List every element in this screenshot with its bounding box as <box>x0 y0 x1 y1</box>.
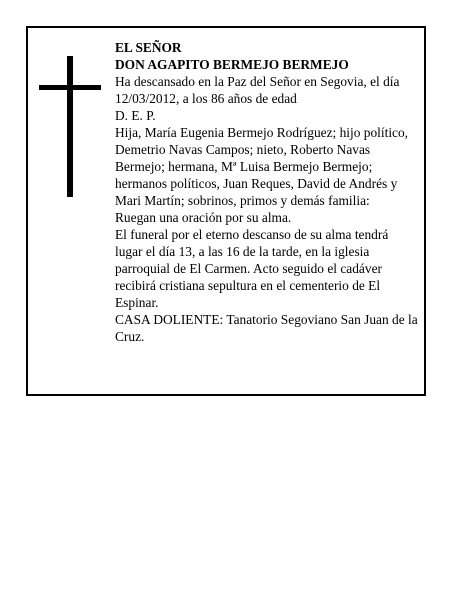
rest-statement: Ha descansado en la Paz del Señor en Segovia, el día 12/03/2012, a los 86 años de edad <box>115 74 400 106</box>
deceased-name: DON AGAPITO BERMEJO BERMEJO <box>115 57 349 72</box>
funeral-details: El funeral por el eterno descanso de su alma tendrá lugar el día 13, a las 16 de la tarde, en la iglesia parroquial de El Carmen. Acto seguido el cadáver recibirá cristiana sepultura en el cementerio de El Espinar. <box>115 227 389 310</box>
cross-horizontal-bar <box>39 85 101 90</box>
notice-title-line1: EL SEÑOR <box>115 40 182 55</box>
notice-body <box>115 39 418 345</box>
casa-doliente: CASA DOLIENTE: Tanatorio Segoviano San Juan de la Cruz. <box>115 312 418 344</box>
prayer-request: Ruegan una oración por su alma. <box>115 210 292 225</box>
dep-text: D. E. P. <box>115 108 156 123</box>
cross-vertical-bar <box>67 56 73 197</box>
family-list: Hija, María Eugenia Bermejo Rodríguez; hijo político, Demetrio Navas Campos; nieto, Roberto Navas Bermejo; hermana, Mª Luisa Bermejo Bermejo; hermanos políticos, Juan Reques, David de Andrés y Mari Martín; sobrinos, primos y demás familia: <box>115 125 409 208</box>
obituary-notice <box>26 26 426 396</box>
